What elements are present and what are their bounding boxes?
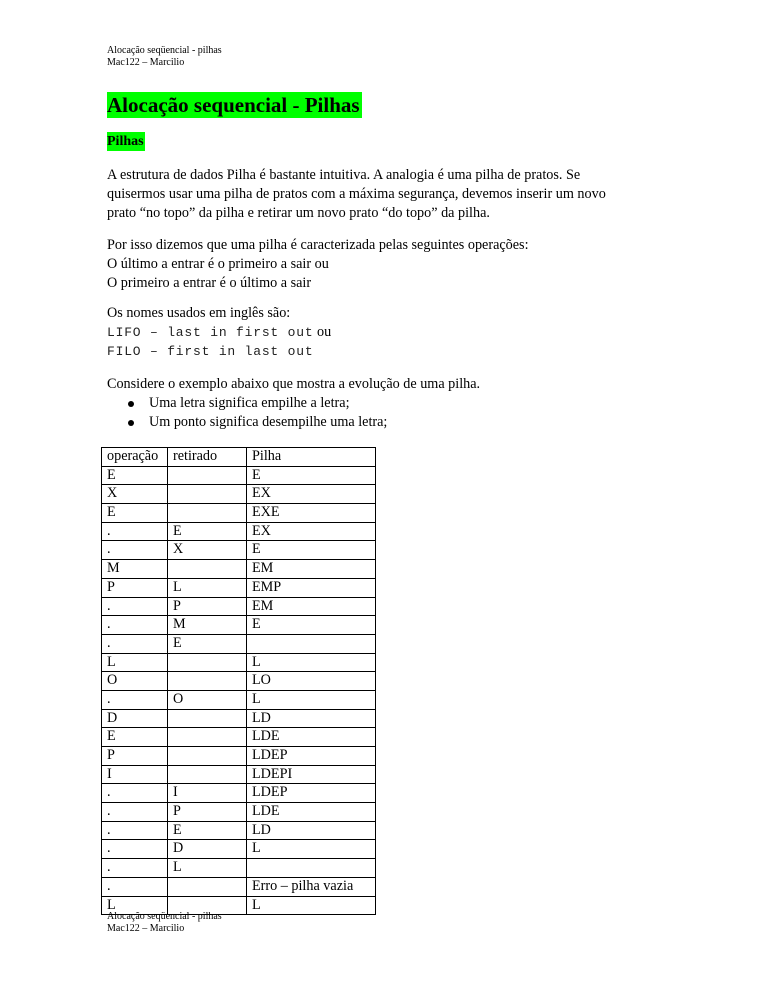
section-heading: Pilhas <box>107 134 144 149</box>
example-intro: Considere o exemplo abaixo que mostra a evolução de uma pilha. <box>107 376 481 392</box>
cell-pilha: EM <box>247 560 376 579</box>
operations-line-3: O primeiro a entrar é o último a sair <box>107 275 312 291</box>
intro-paragraph <box>107 166 606 223</box>
filo-line <box>107 342 331 361</box>
cell-pilha: L <box>247 840 376 859</box>
table-row <box>102 709 376 728</box>
cell-pilha <box>247 859 376 878</box>
bullet-text: Uma letra significa empilhe a letra; <box>149 395 350 411</box>
stack-evolution-table <box>101 447 376 915</box>
cell-retirado: I <box>168 784 247 803</box>
cell-pilha: LDEP <box>247 784 376 803</box>
cell-operacao: D <box>102 709 168 728</box>
cell-pilha: EX <box>247 522 376 541</box>
bullet-text: Um ponto significa desempilhe uma letra; <box>149 414 388 430</box>
cell-operacao: . <box>102 784 168 803</box>
cell-pilha: LD <box>247 821 376 840</box>
cell-retirado <box>168 728 247 747</box>
cell-operacao: . <box>102 821 168 840</box>
cell-pilha: E <box>247 541 376 560</box>
cell-pilha: LDEP <box>247 747 376 766</box>
cell-retirado: E <box>168 522 247 541</box>
cell-retirado: L <box>168 859 247 878</box>
page-header <box>107 45 222 69</box>
cell-pilha: EX <box>247 485 376 504</box>
bullet-icon <box>128 420 134 426</box>
table-row <box>102 840 376 859</box>
operations-paragraph <box>107 236 529 293</box>
cell-retirado: P <box>168 803 247 822</box>
cell-retirado: P <box>168 597 247 616</box>
table-row <box>102 522 376 541</box>
cell-operacao: . <box>102 840 168 859</box>
cell-operacao: I <box>102 765 168 784</box>
cell-retirado <box>168 672 247 691</box>
cell-retirado <box>168 504 247 523</box>
cell-retirado: E <box>168 634 247 653</box>
cell-operacao: . <box>102 522 168 541</box>
bullet-item <box>125 413 387 432</box>
table-row <box>102 485 376 504</box>
cell-operacao: . <box>102 877 168 896</box>
cell-retirado <box>168 877 247 896</box>
table-row <box>102 784 376 803</box>
intro-line-2: quisermos usar uma pilha de pratos com a máxima segurança, devemos inserir um novo <box>107 186 606 202</box>
table-row <box>102 616 376 635</box>
cell-operacao: X <box>102 485 168 504</box>
cell-pilha: LDE <box>247 803 376 822</box>
cell-operacao: E <box>102 728 168 747</box>
intro-line-1: A estrutura de dados Pilha é bastante intuitiva. A analogia é uma pilha de pratos. Se <box>107 167 581 183</box>
page-title: Alocação sequencial - Pilhas <box>107 93 360 117</box>
cell-operacao: . <box>102 634 168 653</box>
table-row <box>102 653 376 672</box>
cell-operacao: . <box>102 859 168 878</box>
cell-retirado <box>168 485 247 504</box>
names-line-1: Os nomes usados em inglês são: <box>107 305 291 321</box>
cell-pilha: EMP <box>247 578 376 597</box>
table-row <box>102 597 376 616</box>
cell-pilha: LDEPI <box>247 765 376 784</box>
cell-retirado <box>168 747 247 766</box>
cell-operacao: P <box>102 747 168 766</box>
cell-retirado <box>168 653 247 672</box>
table-row <box>102 765 376 784</box>
lifo-ou: ou <box>313 324 332 340</box>
cell-pilha <box>247 634 376 653</box>
cell-operacao: O <box>102 672 168 691</box>
cell-operacao: E <box>102 466 168 485</box>
footer-line-2: Mac122 – Marcilio <box>107 923 185 934</box>
cell-retirado <box>168 765 247 784</box>
cell-operacao: . <box>102 803 168 822</box>
lifo-line <box>107 323 331 342</box>
cell-operacao: . <box>102 616 168 635</box>
operations-line-1: Por isso dizemos que uma pilha é caracterizada pelas seguintes operações: <box>107 237 529 253</box>
names-paragraph <box>107 304 331 361</box>
header-cell-operacao: operação <box>102 448 168 467</box>
table-row <box>102 803 376 822</box>
header-cell-retirado: retirado <box>168 448 247 467</box>
cell-pilha: EM <box>247 597 376 616</box>
cell-operacao: L <box>102 896 168 915</box>
cell-retirado: L <box>168 578 247 597</box>
cell-operacao: E <box>102 504 168 523</box>
table-row <box>102 821 376 840</box>
table-row <box>102 690 376 709</box>
cell-pilha: Erro – pilha vazia <box>247 877 376 896</box>
cell-operacao: . <box>102 541 168 560</box>
intro-line-3: prato “no topo” da pilha e retirar um novo prato “do topo” da pilha. <box>107 205 490 221</box>
table-row <box>102 747 376 766</box>
bullet-item <box>125 394 387 413</box>
cell-operacao: M <box>102 560 168 579</box>
header-line-1: Alocação seqüencial - pilhas <box>107 45 222 56</box>
cell-operacao: L <box>102 653 168 672</box>
cell-pilha: LDE <box>247 728 376 747</box>
cell-pilha: L <box>247 653 376 672</box>
cell-pilha: E <box>247 466 376 485</box>
header-line-2: Mac122 – Marcilio <box>107 57 185 68</box>
operations-line-2: O último a entrar é o primeiro a sair ou <box>107 256 329 272</box>
cell-operacao: P <box>102 578 168 597</box>
cell-retirado <box>168 560 247 579</box>
table-row <box>102 504 376 523</box>
cell-pilha: L <box>247 896 376 915</box>
lifo-code: LIFO – last in first out <box>107 325 314 340</box>
table-row <box>102 728 376 747</box>
table-row <box>102 578 376 597</box>
footer-line-1: Alocação seqüencial - pilhas <box>107 911 222 922</box>
cell-pilha: E <box>247 616 376 635</box>
bullet-icon <box>128 401 134 407</box>
page-footer <box>107 911 222 935</box>
cell-pilha: L <box>247 690 376 709</box>
cell-retirado: M <box>168 616 247 635</box>
table-row <box>102 877 376 896</box>
filo-code: FILO – first in last out <box>107 344 314 359</box>
table-row <box>102 634 376 653</box>
table-row <box>102 859 376 878</box>
cell-retirado: O <box>168 690 247 709</box>
cell-operacao: . <box>102 597 168 616</box>
table-row <box>102 672 376 691</box>
table-row <box>102 560 376 579</box>
bullet-list <box>125 394 387 432</box>
cell-pilha: LD <box>247 709 376 728</box>
header-cell-pilha: Pilha <box>247 448 376 467</box>
table-header-row <box>102 448 376 467</box>
cell-retirado: X <box>168 541 247 560</box>
cell-retirado <box>168 466 247 485</box>
cell-operacao: . <box>102 690 168 709</box>
cell-retirado: D <box>168 840 247 859</box>
cell-pilha: LO <box>247 672 376 691</box>
table-row <box>102 541 376 560</box>
cell-pilha: EXE <box>247 504 376 523</box>
cell-retirado <box>168 709 247 728</box>
table-row <box>102 466 376 485</box>
cell-retirado: E <box>168 821 247 840</box>
